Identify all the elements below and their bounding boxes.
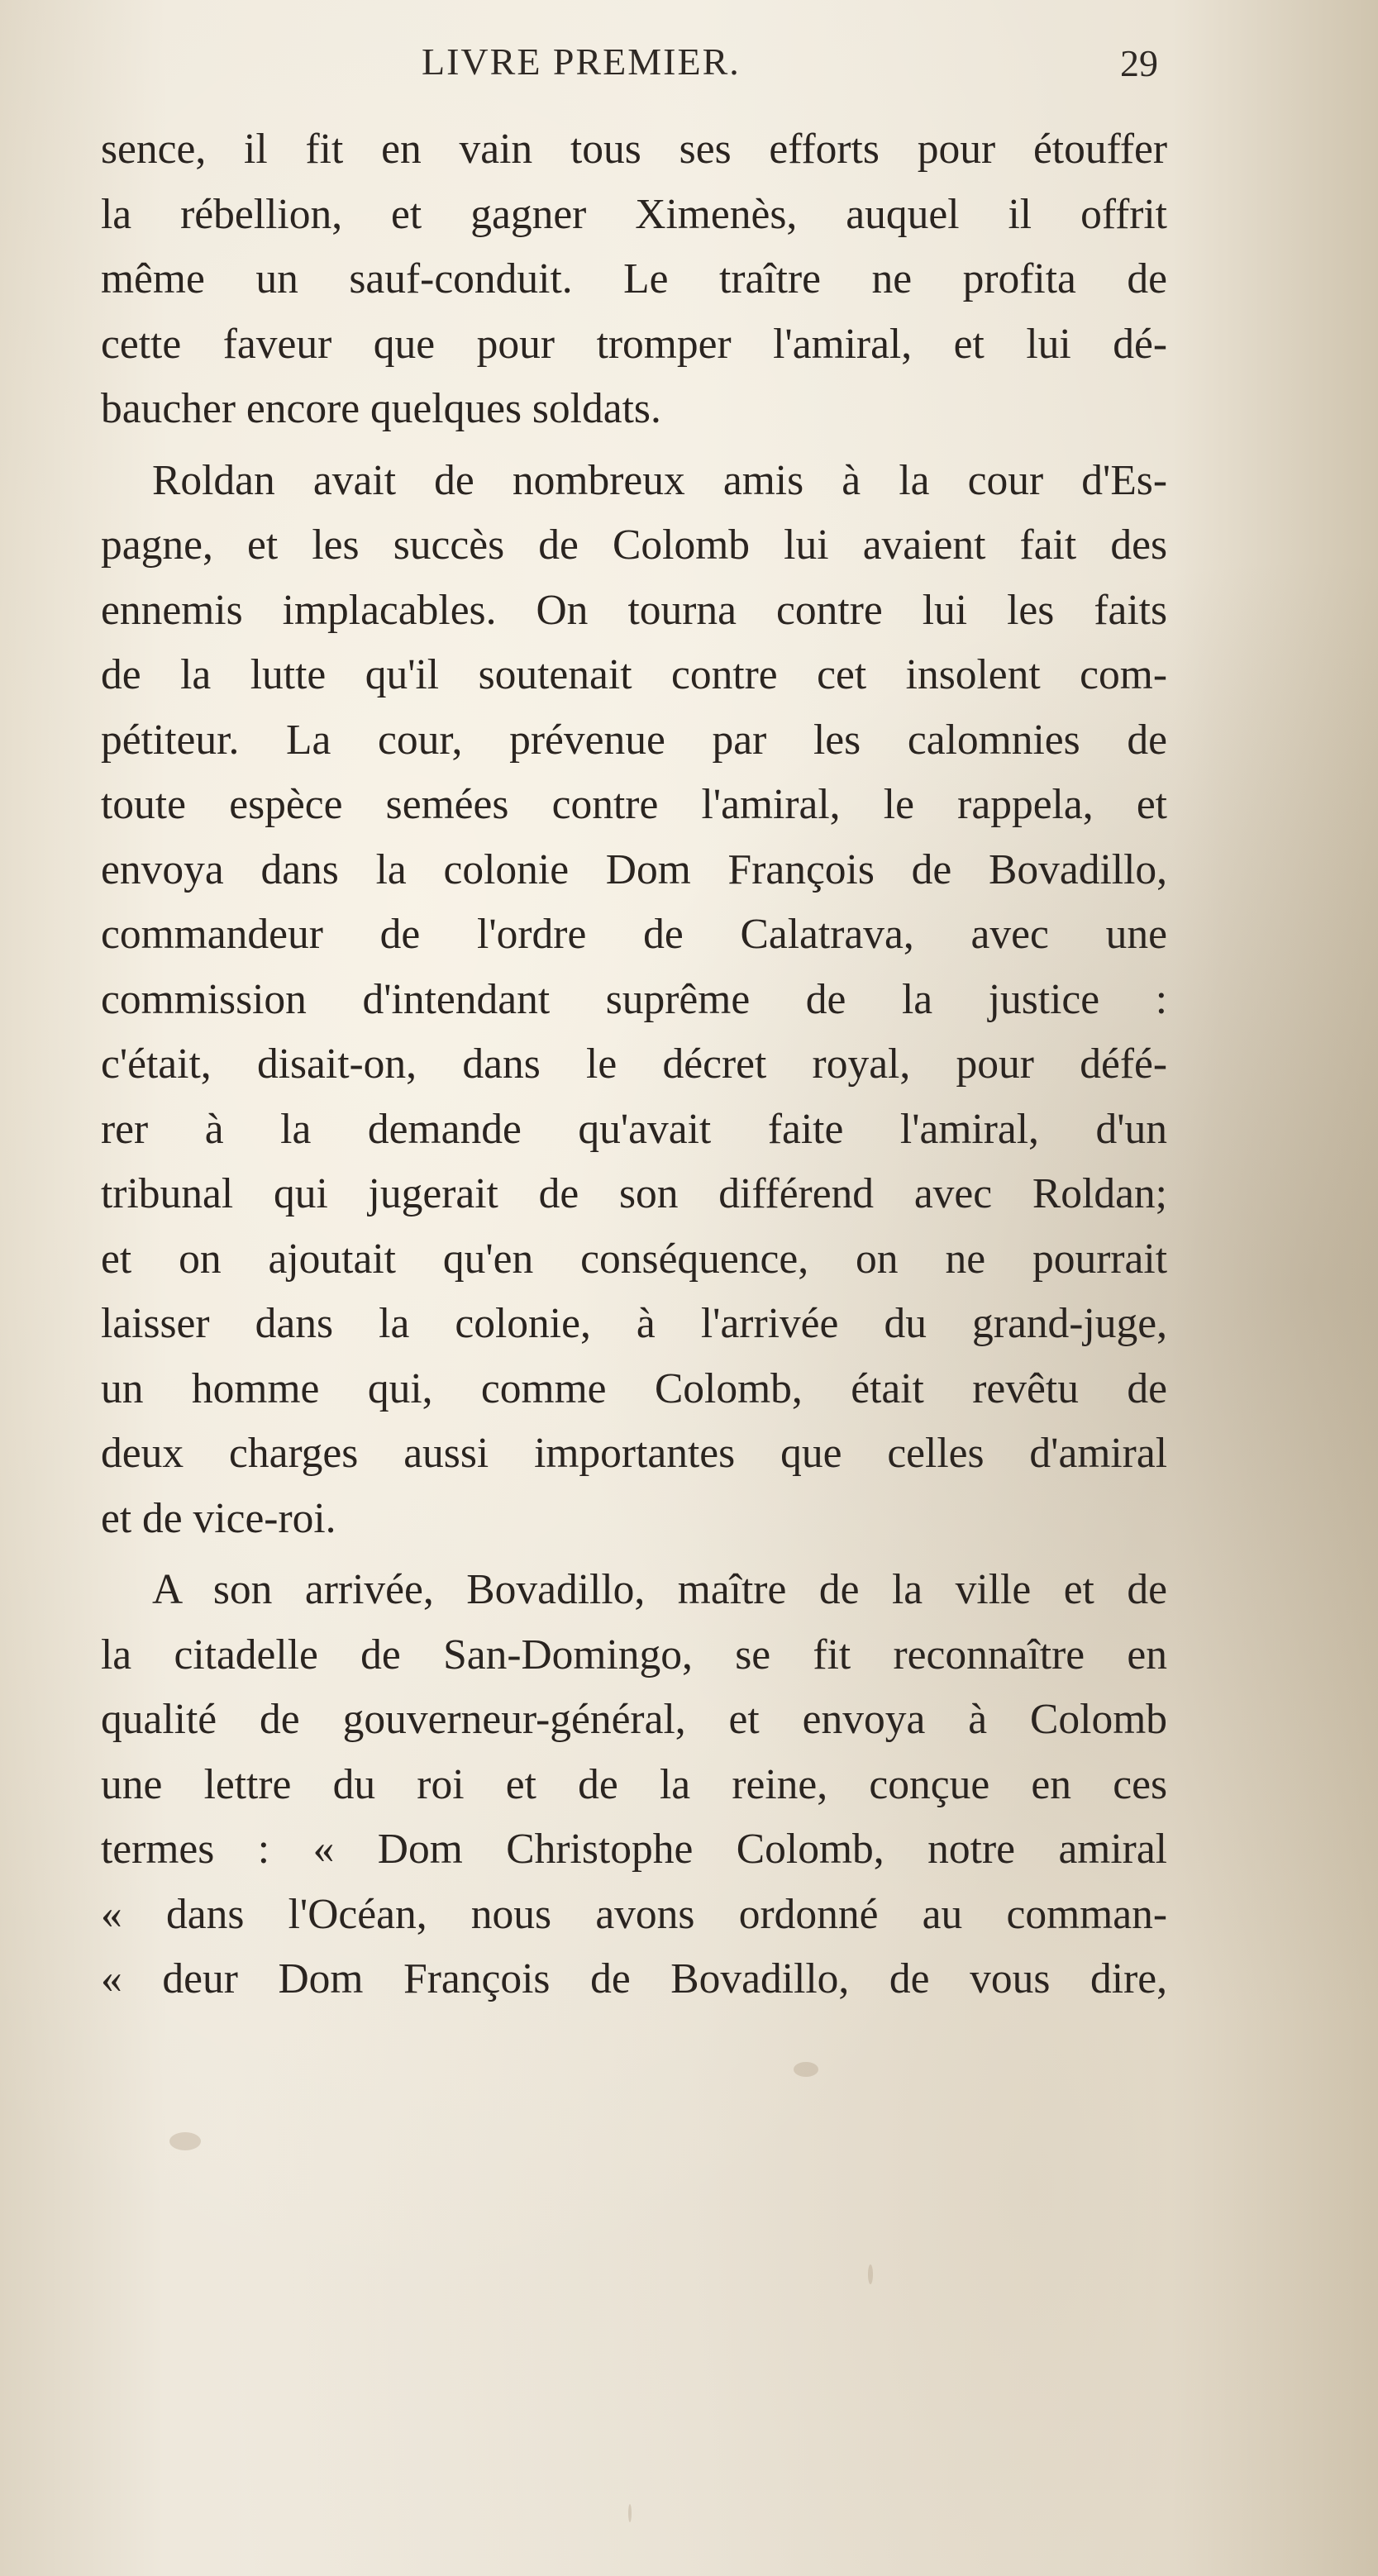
text-line: c'était, disait-on, dans le décret royal, pour défé- <box>101 1040 1167 1088</box>
running-head <box>0 40 1378 89</box>
text-line: termes : « Dom Christophe Colomb, notre amiral <box>101 1826 1167 1873</box>
page-number: 29 <box>1120 42 1158 84</box>
text-line: sence, il fit en vain tous ses efforts pour étouffer <box>101 126 1167 173</box>
text-line: toute espèce semées contre l'amiral, le rappela, et <box>101 781 1167 828</box>
text-line: un homme qui, comme Colomb, était revêtu de <box>101 1364 1167 1412</box>
text-line: A son arrivée, Bovadillo, maître de la ville et de <box>152 1566 1167 1613</box>
text-line: Roldan avait de nombreux amis à la cour d'Es- <box>152 456 1167 504</box>
text-line: de la lutte qu'il soutenait contre cet insolent com- <box>101 651 1167 698</box>
text-line: tribunal qui jugerait de son différend avec Roldan; <box>101 1170 1167 1217</box>
chapter-title: LIVRE PREMIER. <box>422 40 741 83</box>
text-line: même un sauf-conduit. Le traître ne profita de <box>101 255 1167 302</box>
text-line: une lettre du roi et de la reine, conçue en ces <box>101 1760 1167 1808</box>
text-line: « dans l'Océan, nous avons ordonné au comman- <box>101 1890 1167 1938</box>
body-text <box>101 117 1167 2012</box>
text-line: pagne, et les succès de Colomb lui avaient fait des <box>101 521 1167 569</box>
text-line: la citadelle de San-Domingo, se fit reconnaître en <box>101 1631 1167 1678</box>
paper-stain <box>628 2504 632 2522</box>
text-line: baucher encore quelques soldats. <box>101 385 661 432</box>
text-line: deux charges aussi importantes que celles d'amiral <box>101 1430 1167 1477</box>
text-line: qualité de gouverneur-général, et envoya à Colomb <box>101 1696 1167 1743</box>
paragraph <box>101 1558 1167 2012</box>
paper-stain <box>794 2062 818 2077</box>
text-line: la rébellion, et gagner Ximenès, auquel il offrit <box>101 190 1167 238</box>
text-line: commandeur de l'ordre de Calatrava, avec une <box>101 911 1167 958</box>
text-line: pétiteur. La cour, prévenue par les calomnies de <box>101 716 1167 764</box>
paper-stain <box>169 2132 201 2150</box>
text-line: « deur Dom François de Bovadillo, de vous dire, <box>101 1955 1167 2002</box>
text-line: et de vice-roi. <box>101 1494 336 1542</box>
paragraph <box>101 117 1167 442</box>
text-line: envoya dans la colonie Dom François de Bovadillo, <box>101 845 1167 893</box>
text-line: cette faveur que pour tromper l'amiral, et lui dé- <box>101 320 1167 368</box>
text-line: et on ajoutait qu'en conséquence, on ne pourrait <box>101 1235 1167 1283</box>
text-line: laisser dans la colonie, à l'arrivée du grand-juge, <box>101 1300 1167 1347</box>
paragraph <box>101 449 1167 1552</box>
text-line: rer à la demande qu'avait faite l'amiral, d'un <box>101 1105 1167 1153</box>
text-line: commission d'intendant suprême de la justice : <box>101 975 1167 1023</box>
paper-stain <box>868 2264 873 2284</box>
text-line: ennemis implacables. On tourna contre lui les faits <box>101 586 1167 634</box>
